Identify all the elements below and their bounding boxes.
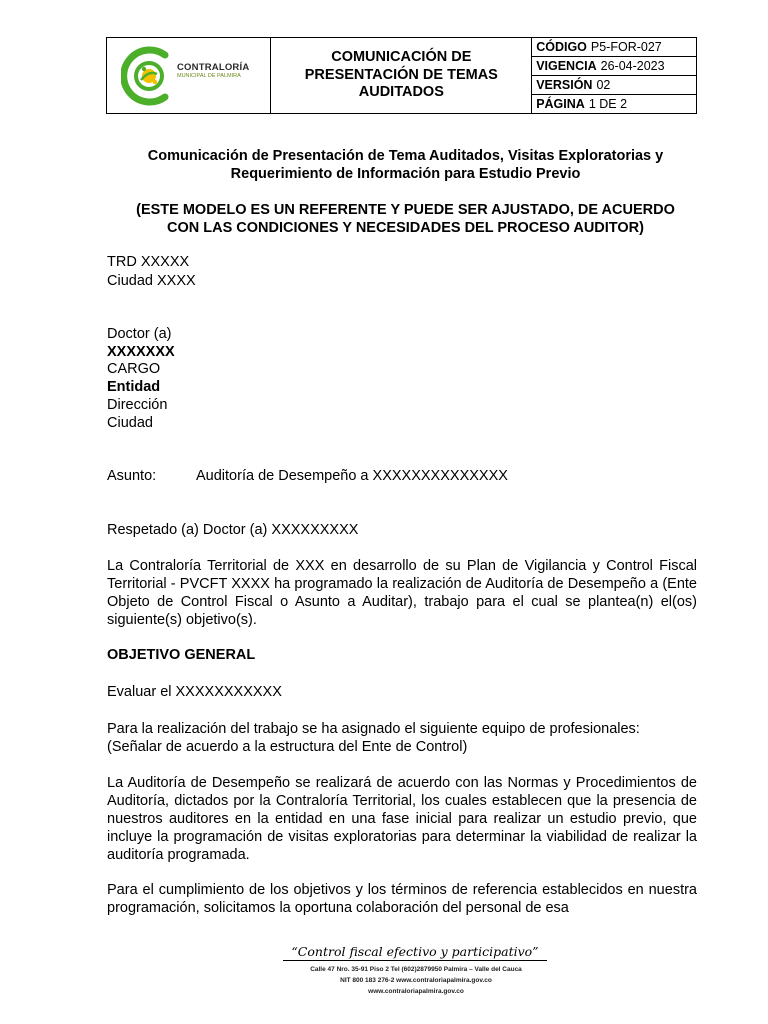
team-note: (Señalar de acuerdo a la estructura del Ente de Control) (107, 739, 468, 755)
document-header (106, 37, 697, 114)
title-line: PRESENTACIÓN DE TEMAS (304, 66, 498, 83)
intro-paragraph: La Contraloría Territorial de XXX en desarrollo de su Plan de Vigilancia y Control Fiscal Territorial - PVCFT XXXX ha programado la realización de Auditoría de Desempeño a (Ente Objeto de Control Fiscal o Asunto a Auditar), trabajo para el cual se plantea(n) el(os) siguiente(s) objetivo(s). (107, 558, 697, 628)
meta-codigo: CÓDIGO P5-FOR-027 (532, 38, 697, 57)
objective-text: Evaluar el XXXXXXXXXXX (107, 684, 282, 700)
logo-name: CONTRALORÍA (177, 62, 250, 73)
meta-pagina: PÁGINA 1 DE 2 (532, 95, 697, 114)
footer-nit: NIT 800 183 276-2 www.contraloriapalmira.gov.co (340, 977, 492, 984)
collaboration-paragraph: Para el cumplimiento de los objetivos y los términos de referencia establecidos en nuestra programación, solicitamos la oportuna colaboración del personal de esa (107, 882, 697, 916)
recipient-position: CARGO (107, 361, 161, 377)
meta-vigencia: VIGENCIA 26-04-2023 (532, 57, 697, 76)
document-heading-line2: Requerimiento de Información para Estudio Previo (230, 166, 581, 182)
procedure-paragraph: La Auditoría de Desempeño se realizará de acuerdo con las Normas y Procedimientos de Auditoría, dictados por la Contraloría Territorial, los cuales establecen que la presencia de nuestros auditores en la entidad en una fase inicial para realizar un estudio previo, que incluye la programación de visitas exploratorias para determinar la viabilidad de realizar la auditoría programada. (107, 775, 697, 863)
sender-city: Ciudad XXXX (107, 273, 196, 289)
footer-motto: “Control fiscal efectivo y participativo” (283, 944, 547, 961)
footer-web: www.contraloriapalmira.gov.co (368, 988, 464, 995)
team-line: Para la realización del trabajo se ha asignado el siguiente equipo de profesionales: (107, 721, 640, 737)
template-note-line1: (ESTE MODELO ES UN REFERENTE Y PUEDE SER AJUSTADO, DE ACUERDO (136, 202, 675, 218)
template-note-line2: CON LAS CONDICIONES Y NECESIDADES DEL PROCESO AUDITOR) (167, 220, 644, 236)
document-title-cell (271, 38, 532, 114)
contraloria-logo-icon (121, 43, 177, 109)
footer-address: Calle 47 Nro. 35-91 Piso 2 Tel (602)2879950 Palmira – Valle del Cauca (310, 966, 522, 973)
objective-heading: OBJETIVO GENERAL (107, 647, 256, 663)
subject-label: Asunto: (107, 468, 157, 484)
title-line: COMUNICACIÓN DE (331, 49, 472, 66)
meta-version: VERSIÓN 02 (532, 76, 697, 95)
recipient-entity: Entidad (107, 379, 161, 395)
logo-subtitle: MUNICIPAL DE PALMIRA (177, 72, 241, 79)
recipient-address: Dirección (107, 397, 168, 413)
logo-cell (107, 38, 271, 114)
greeting: Respetado (a) Doctor (a) XXXXXXXXX (107, 522, 359, 538)
trd-reference: TRD XXXXX (107, 254, 190, 270)
title-line: AUDITADOS (358, 84, 444, 101)
subject-value: Auditoría de Desempeño a XXXXXXXXXXXXXX (196, 468, 508, 484)
recipient-city: Ciudad (107, 415, 153, 431)
document-heading-line1: Comunicación de Presentación de Tema Auditados, Visitas Exploratorias y (147, 148, 664, 164)
recipient-name: XXXXXXX (107, 344, 175, 360)
recipient-salutation: Doctor (a) (107, 326, 172, 342)
